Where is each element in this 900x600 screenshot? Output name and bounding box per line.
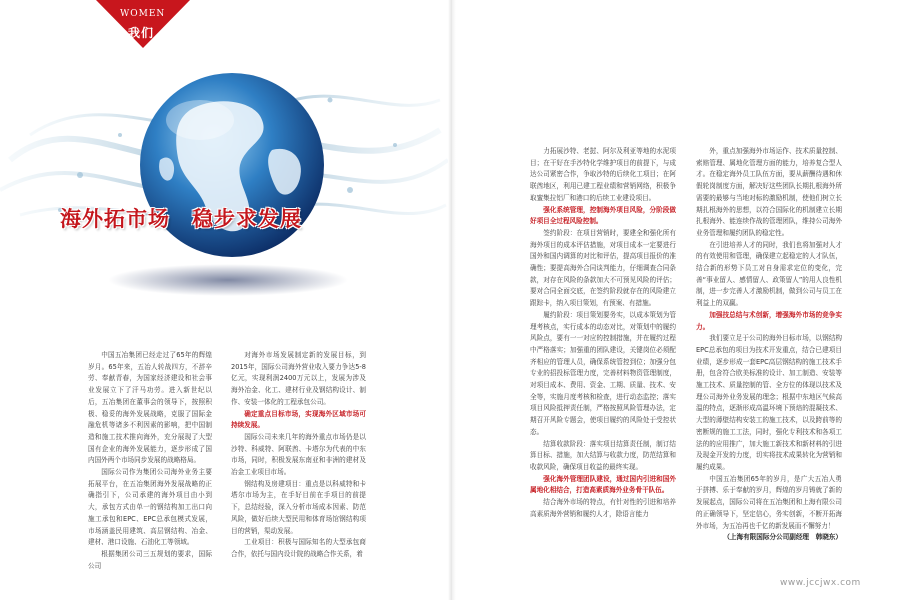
section-subheading: 确定重点目标市场，实现海外区域市场可持续发展。 [231,409,366,430]
hero-globe-illustration [0,40,448,310]
paragraph: 签约阶段：在项目营销时，要建全和强化所有海外项目的成本评估措施，对项目成本一定要进行国外和国内调算的对比和评估，提高项目报价的准确性；要提高海外合同谈判能力，仔细调查合同条款，对存在风险的条款加大不可预见风险的评估；要对合同全面交底，在签约阶段就存在的风险建立跟踪卡，纳入项目策划，有预案、有措施。 [530,228,676,308]
author-signature: （上海有限国际分公司副经理 韩晓东） [723,533,842,542]
paragraph: 钢结构及房建项目：重点是以科威特和卡塔尔市场为主，在手好目前在手项目的前提下，总结经验，深入分析市场成本因素、防范风险，做好后续大型民用和体育场馆钢结构项目的营销，渠动发展。 [231,479,366,535]
paragraph: 力拓展沙特、老挝、阿尔及利亚等地的水泥项目；在干好在手沙特化学维护项目的前提下，与成达公司紧密合作，争取沙特的后续化工项目；在阿联酋地区，利用已建工程业绩和营销网络，积极争取蜜集拉铝厂和港口的后续工业建设项目。 [530,147,676,202]
section-subheading: 强化系统管理，控制海外项目风险，分阶段做好项目全过程风险控制。 [530,205,676,226]
page-gutter [448,0,456,600]
paragraph: 中国五冶集团已经走过了65年的辉煌岁月。65年来，五冶人转战四方，不辞辛劳、奉献青春，为国家经济建设和社会事业发展立下了汗马功劳。进入新世纪以后，五冶集团在董事会的领导下，按照积极、稳妥的海外发展战略，克服了国际金融危机等诸多不利因素的影响，把中国制造和施工技术推向海外，充分展现了大型国有企业的海外发展能力，逐步形成了国内国外两个市场同步发展的战略格局。 [88,351,212,465]
text-column-4 [696,146,842,546]
paragraph: 外，重点加强海外市场运作、技术质量控制、索赔管理、属地化管理方面的能力，培养复合型人才。在稳定海外员工队伍方面，要从薪酬待遇和休假轮岗制度方面，解决好这些团队长期扎根海外所需要的最够与当地对标的激励机制，使他们树立长期扎根海外的思想，以符合国际化的机制建立长期扎根海外、能连续作战的管理团队，维持公司海外业务管理和履约团队的稳定性。 [696,147,842,237]
paragraph: 中国五冶集团65年的岁月，是广大五冶人勇于拼搏、乐于奉献的岁月，辉煌的岁月铸就了新的发展起点，国际公司将在五冶集团和上海有限公司的正确领导下，坚定信心，务实创新，不断开拓海外市场，为五冶再也千亿的新发展而不懈努力！ [696,474,842,530]
section-subheading: 加强技总结与术创新，增强海外市场的竞争实力。 [696,310,842,331]
paragraph: 工业项目：积极与国际知名的大型承包商合作，依托与国内设计院的战略合作关系，着 [231,538,366,558]
paragraph: 国际公司作为集团公司海外业务主要拓展平台，在五冶集团海外发展战略的正确指引下，公司承建的海外项目由小到大，承包方式由单一的钢结构加工出口向施工承包和EPC、EPC总承包模式发展，市场涵盖民用建筑、高层钢结构、冶金、建材、港口设施、石油化工等领域。 [88,468,212,547]
text-column-1 [88,350,212,590]
tab-label-chinese: 我们 [128,26,155,40]
paragraph: 我们要立足于公司的海外目标市场，以钢结构EPC总承包的项目为技术开发重点，结合已建项目业绩，逐步形成一套EPC高层钢结构的施工技术手册，包含符合欧美标准的设计、加工制造、安装等施工技术、质量控制的管、全方位的体现以技术及理公司海外业务发展的理念；根据中东地区气候高温的特点，逐渐形成高温环境下预焙的混凝技术、大型的薄壁结构安装工的施工技术，以及跨前等的密断规的施工工法，同时，强化专利技术和各项工法的的应用推广，加大施工新技术和新材料的引进及现金开发的力度，切实将技术成果转化为营销和履约成果。 [696,334,842,471]
globe-splash-graphic [0,40,448,310]
paragraph: 结算收款阶段：落实项目结算责任制，制订结算目标、措施，加大结算与收款力度，防范结算和收款风险，确保项目收益的最终实现。 [530,439,676,471]
paragraph: 结合海外市场的特点，有针对性的引进和培养高素质海外营销和履约人才，除语言能力 [530,498,676,518]
section-subheading: 强化海外管理团队建设，通过国内引进和国外属地化相结合，打造高素质海外业务骨干队伍。 [530,474,676,495]
article-headline: 海外拓市场 稳步求发展 [60,206,302,231]
site-watermark: www.jccjwx.com [780,578,861,588]
text-column-3 [530,146,676,590]
paragraph: 在引进培养人才的同时，我们也将加强对人才的有效使用和管理，确保建立起稳定的人才队伍，结合新的形势下员工对自身需求定位的变化，完善“事业留人、感情留人、政策留人”的用人良性机制，进一步完善人才激励机制，做到公司与员工在利益上的双赢。 [696,240,842,308]
paragraph: 国际公司未来几年的海外重点市场仍是以沙特、科威特、阿联酋、卡塔尔为代表的中东市场，同时，积极发展东南亚和非洲的建材及冶金工业项目市场。 [231,432,366,477]
paragraph: 根据集团公司三五规划的要求，国际公司 [88,549,212,570]
text-column-2 [231,350,366,590]
paragraph: 履约阶段：项目策划要务实，以成本策划为管理考核点，实行成本的动态对比，对策划中的履约风险点，要有一一对应的控制措施，并在履约过程中严格落实；加强重的团队建设，关键岗位必须配齐相应的管理人员，确保系统管控到位；加强分包专业的招投标管理力度，完善材料物资管理制度，对项目成本、费用、资金、工期、质量、技术、安全等，实施月度考核和检查，进行动态监控；落实项目风险抵押责任制，严格按照风险管理办法，定期召开风险专题会，使项目履约的风险处于受控状态。 [530,310,676,436]
paragraph: 对海外市场发展制定新的发展目标，到2015年，国际公司海外营业收入要力争达5-8亿元，实现利润2400万元以上，发展为涉及海外冶金、化工、建材行业及钢结构设计、制作、安装一体化的工程承包公司。 [231,351,366,406]
tab-label-english: WOMEN [120,9,166,19]
